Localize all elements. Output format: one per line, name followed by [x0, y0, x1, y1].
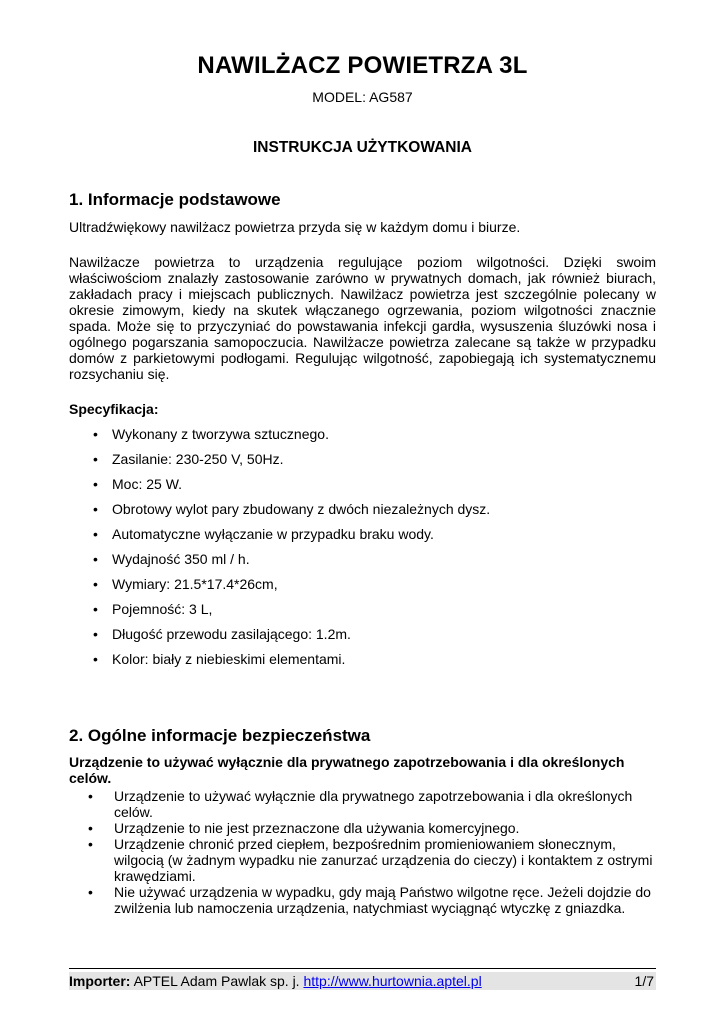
section-1-intro: Ultradźwiękowy nawilżacz powietrza przyda się w każdym domu i biurze.	[69, 219, 521, 235]
list-item: • Długość przewodu zasilającego: 1.2m.	[69, 625, 656, 650]
list-item: • Zasilanie: 230-250 V, 50Hz.	[69, 450, 656, 475]
list-item: • Wykonany z tworzywa sztucznego.	[69, 425, 656, 450]
list-item: • Urządzenie chronić przed ciepłem, bezpośrednim promieniowaniem słonecznym, wilgocią (w żadnym wypadku nie zanurzać urządzenia do cieczy) i kontaktem z ostrymi krawędziami.	[69, 836, 656, 884]
list-item: • Wymiary: 21.5*17.4*26cm,	[69, 575, 656, 600]
spec-list	[69, 425, 656, 675]
page-number: 1/7	[634, 973, 654, 989]
list-item: • Pojemność: 3 L,	[69, 600, 656, 625]
list-item: • Nie używać urządzenia w wypadku, gdy mają Państwo wilgotne ręce. Jeżeli dojdzie do zwilżenia lub namoczenia urządzenia, natychmiast wyciągnąć wtyczkę z gniazdka.	[69, 884, 656, 916]
importer-name: APTEL Adam Pawlak sp. j.	[133, 973, 300, 989]
list-item: • Obrotowy wylot pary zbudowany z dwóch niezależnych dysz.	[69, 500, 656, 525]
safety-list	[69, 788, 656, 916]
list-item: • Kolor: biały z niebieskimi elementami.	[69, 650, 656, 675]
importer-website-link[interactable]: http://www.hurtownia.aptel.pl	[303, 973, 482, 989]
footer-divider	[69, 968, 656, 969]
section-2-heading: 2. Ogólne informacje bezpieczeństwa	[69, 726, 371, 745]
list-item: • Moc: 25 W.	[69, 475, 656, 500]
list-item: • Automatyczne wyłączanie w przypadku braku wody.	[69, 525, 656, 550]
section-1-heading: 1. Informacje podstawowe	[69, 190, 281, 209]
importer-label: Importer:	[69, 973, 131, 989]
section-2-lead: Urządzenie to używać wyłącznie dla prywatnego zapotrzebowania i dla określonych celów.	[69, 754, 625, 786]
document-title: NAWILŻACZ POWIETRZA 3L	[197, 52, 528, 79]
spec-label: Specyfikacja:	[69, 401, 159, 417]
list-item: • Wydajność 350 ml / h.	[69, 550, 656, 575]
model-number: MODEL: AG587	[312, 89, 413, 105]
section-1-body: Nawilżacze powietrza to urządzenia regulujące poziom wilgotności. Dzięki swoim właściwościom znalazły zastosowanie zarówno w prywatnych domach, jak również biurach, zakładach pracy i miejscach publicznych. Nawilżacz powietrza jest szczególnie polecany w okresie zimowym, kiedy na skutek włączanego ogrzewania, poziom wilgotności znacznie spada. Może się to przyczyniać do powstawania infekcji gardła, wysuszenia śluzówki nosa i ogólnego pogarszania samopoczucia. Nawilżacze powietrza zalecane są także w przypadku domów z parkietowymi podłogami. Regulując wilgotność, zapobiegają ich systematycznemu rozsychaniu się.	[69, 254, 656, 382]
list-item: • Urządzenie to używać wyłącznie dla prywatnego zapotrzebowania i dla określonych celów.	[69, 788, 656, 820]
document-subtitle: INSTRUKCJA UŻYTKOWANIA	[252, 139, 472, 156]
page-footer	[69, 972, 656, 990]
list-item: • Urządzenie to nie jest przeznaczone dla używania komercyjnego.	[69, 820, 656, 836]
